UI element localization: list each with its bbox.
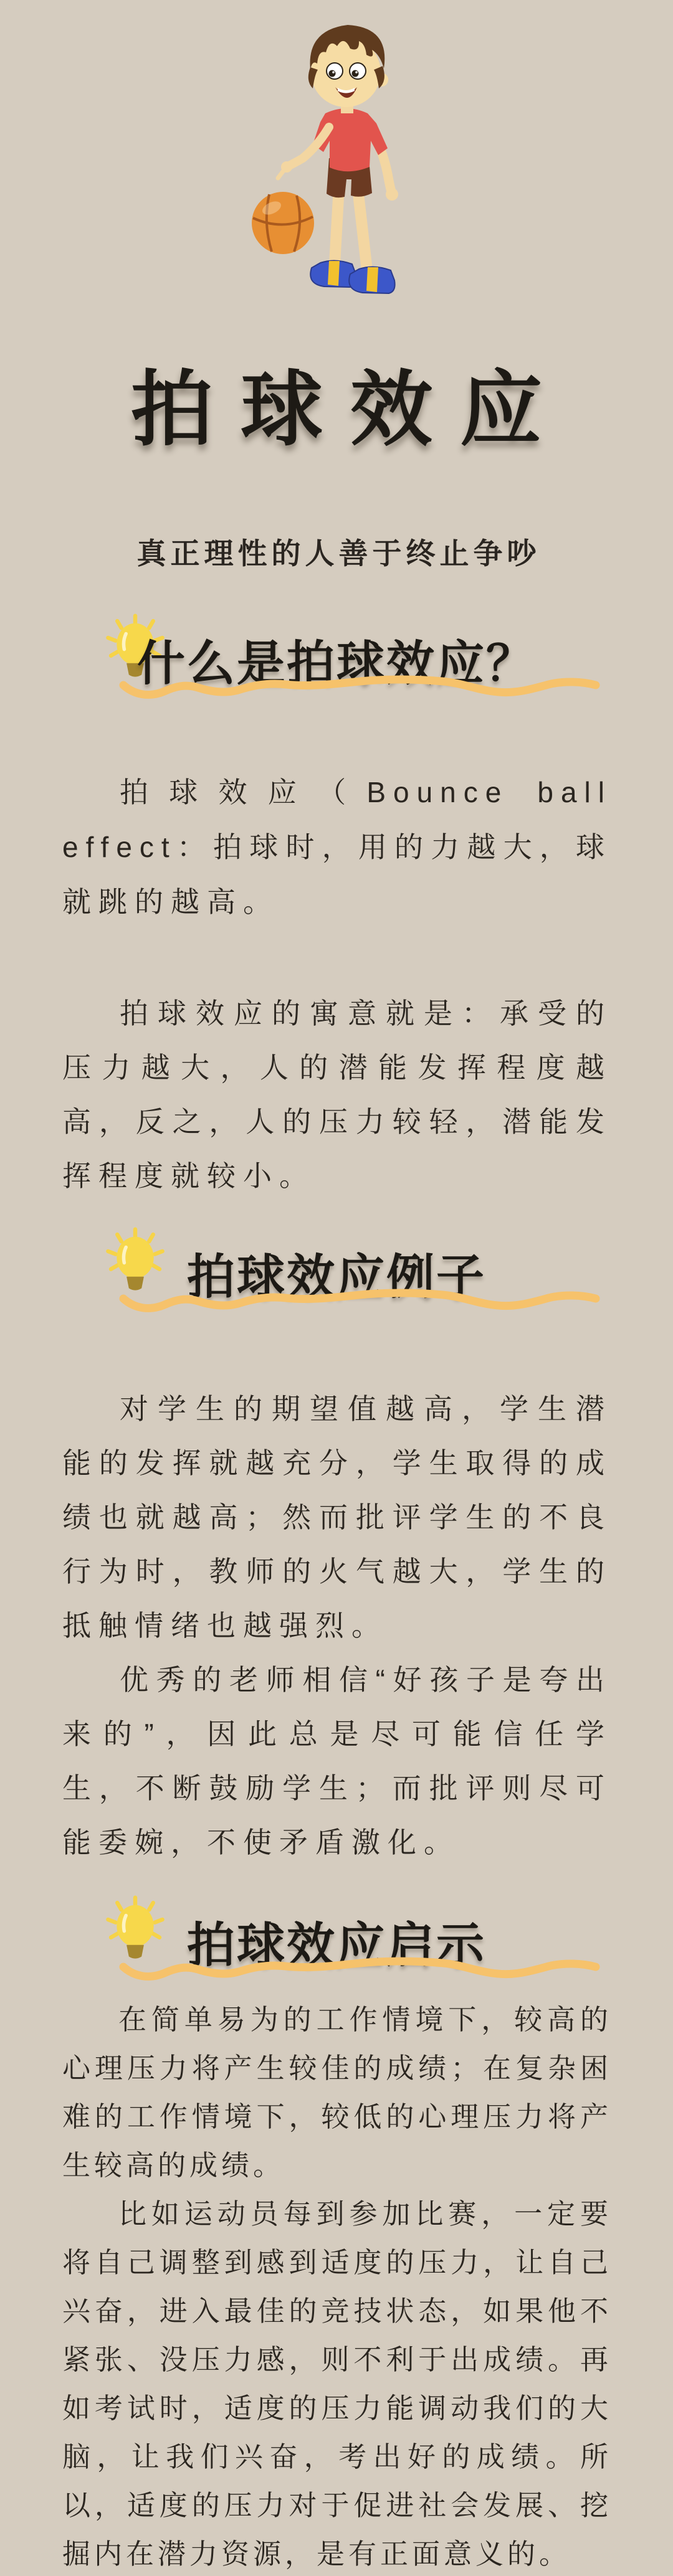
paragraph: 比如运动员每到参加比赛，一定要将自己调整到感到适度的压力，让自己兴奋，进入最佳的竞技状态，如果他不紧张、没压力感，则不利于出成绩。再如考试时，适度的压力能调动我们的大脑，让我们兴奋，考出好的成绩。所以，适度的压力对于促进社会发展、挖掘内在潜力资源，是有正面意义的。 — [62, 2198, 612, 2570]
section-heading: 拍球效应启示 — [187, 1919, 486, 1972]
page-subtitle: 真正理性的人善于终止争吵 — [136, 537, 541, 570]
section-header-what-is — [0, 610, 673, 705]
boy-dribbling-basketball-illustration — [244, 17, 429, 303]
right-shoe — [349, 267, 394, 293]
basketball-icon — [252, 192, 314, 254]
paragraph: 拍球效应的寓意就是：承受的压力越大，人的潜能发挥程度越高，反之，人的压力较轻，潜能发挥程度就较小。 — [62, 997, 612, 1192]
wavy-underline — [117, 1957, 602, 1982]
section-heading: 拍球效应例子 — [187, 1251, 486, 1304]
paragraph: 拍球效应（Bounce ball effect：拍球时，用的力越大，球就跳的越高。 — [62, 776, 612, 918]
paragraph: 优秀的老师相信“好孩子是夸出来的”，因此总是尽可能信任学生，不断鼓励学生；而批评则尽可能委婉，不使矛盾激化。 — [62, 1664, 612, 1859]
section-examples-body — [62, 1382, 612, 1870]
section-header-lessons — [0, 1892, 673, 1987]
section-header-examples — [0, 1224, 673, 1319]
section-lessons-body — [62, 1996, 612, 2576]
section-heading: 什么是拍球效应？ — [137, 637, 536, 691]
wavy-underline — [117, 675, 602, 700]
paragraph: 对学生的期望值越高，学生潜能的发挥就越充分，学生取得的成绩也就越高；然而批评学生的不良行为时，教师的火气越大，学生的抵触情绪也越强烈。 — [62, 1393, 612, 1642]
section-what-is-body — [62, 765, 612, 929]
paragraph: 在简单易为的工作情境下，较高的心理压力将产生较佳的成绩；在复杂困难的工作情境下，较低的心理压力将产生较高的成绩。 — [62, 2004, 612, 2181]
wavy-underline — [117, 1289, 602, 1314]
page-title: 拍球效应 — [131, 364, 570, 455]
section-what-is-body-2 — [62, 987, 612, 1203]
